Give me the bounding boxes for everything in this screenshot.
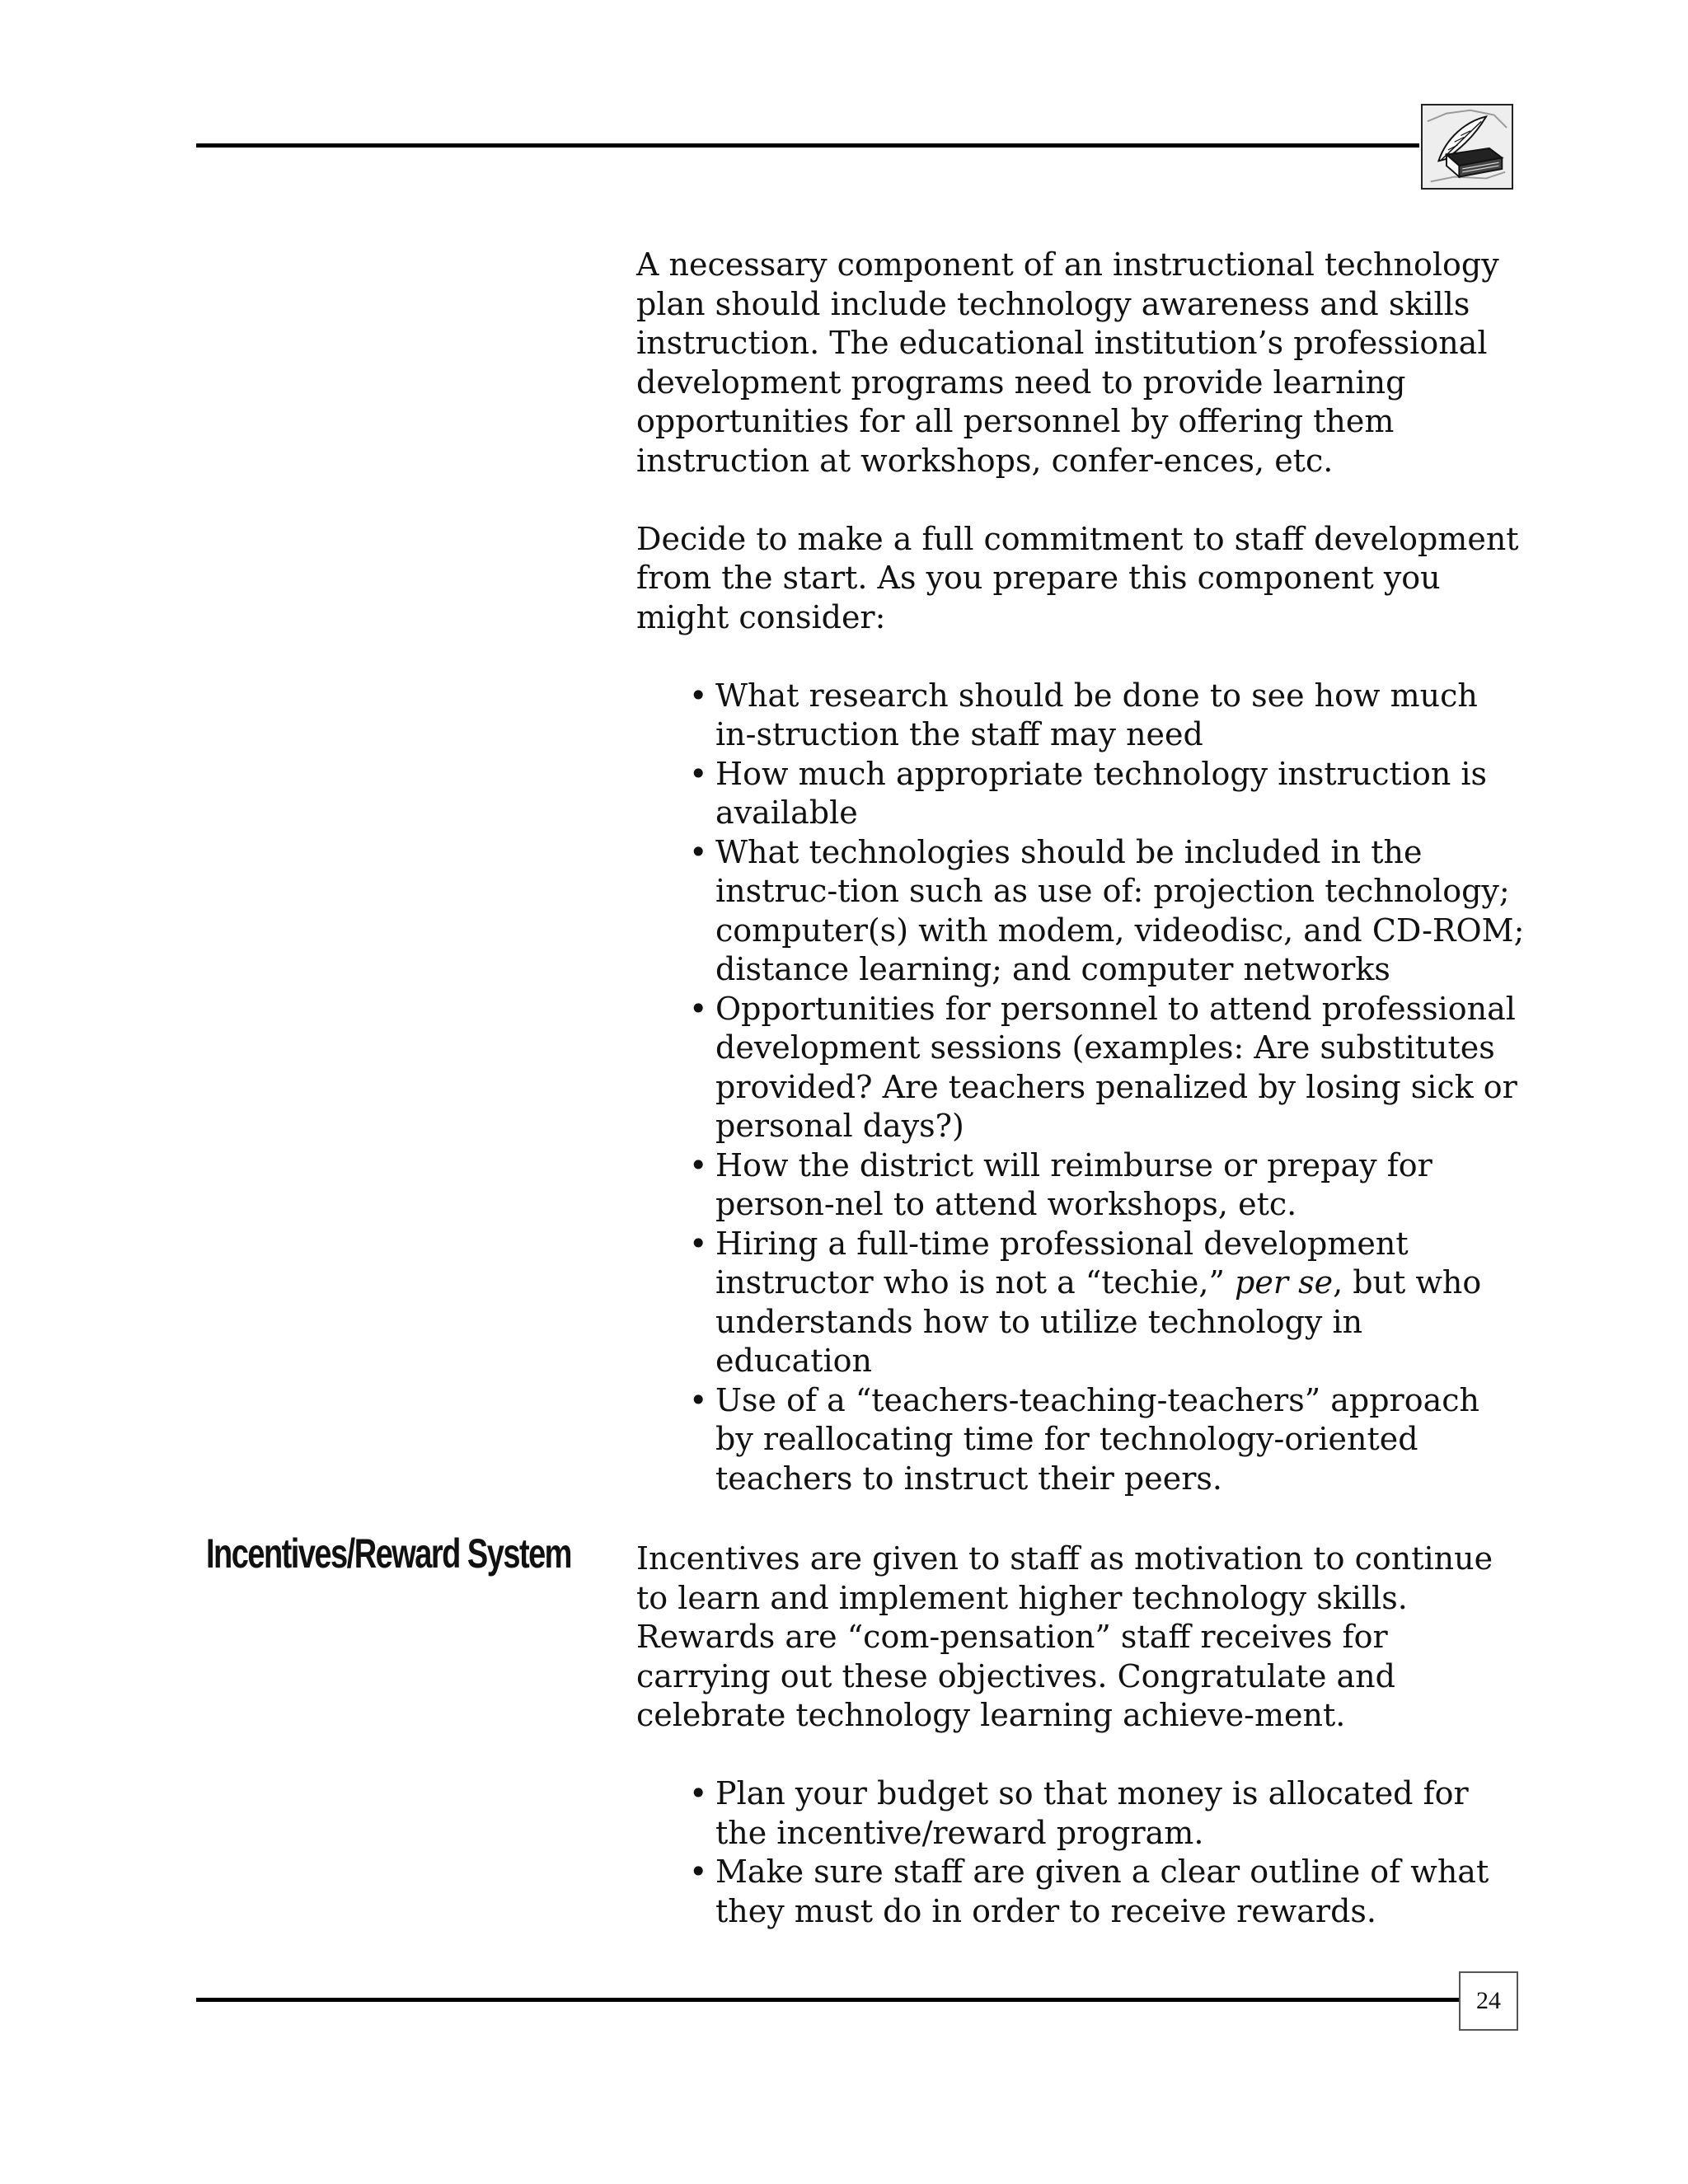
list-item: [689, 1146, 1526, 1225]
list-item-italic-phrase: per se: [1235, 1264, 1334, 1301]
bullet-icon: •: [689, 833, 708, 870]
list-item-text: Use of a “teachers-teaching-teachers” approach by reallocating time for technology-oriented teachers to instruct their peers.: [715, 1381, 1479, 1497]
list-item-text: What research should be done to see how much in-struction the staff may need: [715, 677, 1478, 752]
list-item: [689, 677, 1526, 755]
bullet-icon: •: [689, 990, 708, 1027]
intro-section: [636, 246, 1526, 1498]
list-item-text: How the district will reimburse or prepay for person-nel to attend workshops, etc.: [715, 1146, 1432, 1222]
list-item: [689, 990, 1526, 1146]
bullet-icon: •: [689, 1381, 708, 1418]
bottom-rule: [196, 1998, 1459, 2002]
considerations-list: [636, 677, 1526, 1499]
list-item: [689, 1774, 1526, 1853]
bullet-icon: •: [689, 755, 708, 792]
list-item-text: What technologies should be included in the instruc-tion such as use of: projection technology; computer(s) with modem, videodisc, and CD-ROM; distance learning; and computer networks: [715, 833, 1525, 987]
list-item-text: Opportunities for personnel to attend professional development sessions (examples: Are substitutes provided? Are teachers penalized by losing sick or personal days?): [715, 990, 1517, 1144]
list-item-text-end: , but who understands how to utilize technology in education: [715, 1264, 1482, 1379]
list-item-text: How much appropriate technology instruction is available: [715, 755, 1488, 831]
section-heading-incentives: Incentives/Reward System: [206, 1530, 571, 1577]
bullet-icon: •: [689, 1775, 708, 1811]
book-quill-icon: [1421, 104, 1513, 190]
page-number: 24: [1459, 1971, 1518, 2031]
list-item-text-start: Hiring a full-time professional development instructor who is not a “techie,”: [715, 1225, 1409, 1301]
book-quill-illustration: [1423, 105, 1512, 188]
bullet-icon: •: [689, 1146, 708, 1183]
list-item-text: Plan your budget so that money is allocated for the incentive/reward program.: [715, 1775, 1469, 1851]
list-item: [689, 1381, 1526, 1499]
incentives-section: [636, 1540, 1526, 1931]
intro-paragraph-2: Decide to make a full commitment to staff development from the start. As you prepare this component you might consider:: [636, 520, 1519, 635]
list-item: [689, 833, 1526, 990]
bullet-icon: •: [689, 1225, 708, 1262]
list-item-text: Make sure staff are given a clear outline of what they must do in order to receive rewards.: [715, 1854, 1489, 1929]
bullet-icon: •: [689, 1854, 708, 1890]
list-item: [689, 1225, 1526, 1381]
incentives-paragraph: Incentives are given to staff as motivation to continue to learn and implement higher technology skills. Rewards are “com-pensation” staff receives for carrying out these objectives. Congratulate and celebrate technology learning achieve-ment.: [636, 1540, 1493, 1733]
bullet-icon: •: [689, 677, 708, 714]
top-rule: [196, 143, 1419, 148]
incentives-list: [636, 1774, 1526, 1931]
list-item: [689, 755, 1526, 833]
intro-paragraph-1: A necessary component of an instructional technology plan should include technology awareness and skills instruction. The educational institution’s professional development programs need to provide learning opportunities for all personnel by offering them instruction at workshops, confer-ences, etc.: [636, 246, 1499, 479]
list-item: [689, 1853, 1526, 1931]
